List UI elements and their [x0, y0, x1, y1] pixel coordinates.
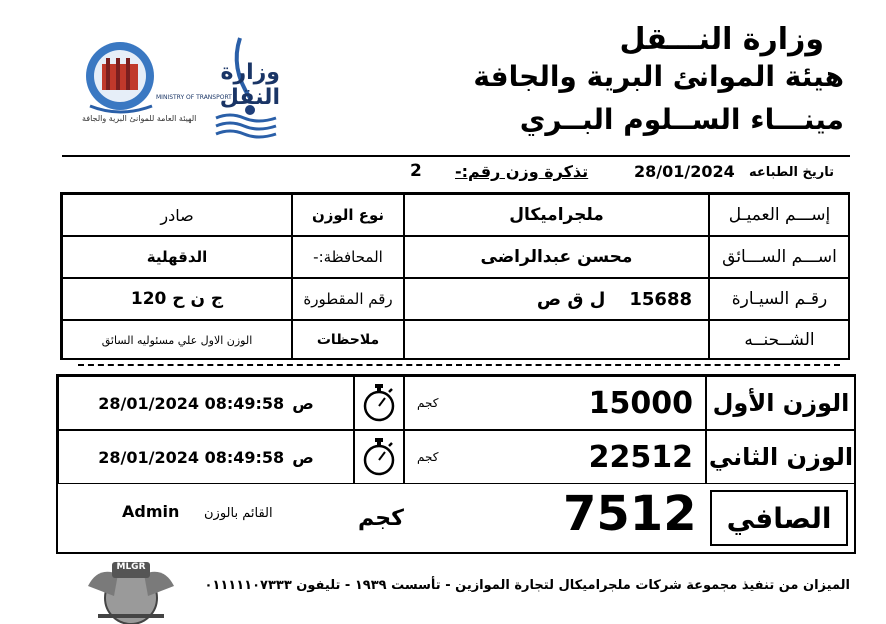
operator-label: القائم بالوزن — [204, 506, 273, 521]
stopwatch-icon — [361, 437, 397, 477]
logo-subtitle: الهيئة العامة للموانئ البرية والجافة — [82, 114, 197, 123]
net-unit: كجم — [358, 506, 404, 531]
weight-type-value: صادر — [62, 194, 292, 236]
car-number: 15688 — [629, 288, 692, 310]
driver-value: محسن عبدالراضى — [404, 236, 709, 278]
second-ampm: ص — [292, 447, 314, 467]
trailer-value: ج ن ح 120 — [62, 278, 292, 320]
operator-value: Admin — [122, 502, 180, 521]
header-divider — [62, 155, 850, 157]
first-time: 28/01/2024 08:49:58 — [98, 393, 285, 413]
governorate-value: الدقهلية — [62, 236, 292, 278]
ministry-title: وزارة النـــقل — [619, 22, 824, 57]
info-table — [60, 192, 850, 360]
second-time-cell — [58, 430, 354, 484]
cargo-value — [404, 320, 709, 360]
first-stopwatch-cell — [354, 376, 404, 430]
first-time-cell — [58, 376, 354, 430]
client-value: ملجراميكال — [404, 194, 709, 236]
car-label: رقـم السيـارة — [709, 278, 850, 320]
second-weight-cell — [404, 430, 706, 484]
car-letters: ل ق ص — [536, 288, 606, 310]
driver-label: اســـم الســـائق — [709, 236, 850, 278]
second-stopwatch-cell — [354, 430, 404, 484]
net-label: الصافي — [710, 490, 848, 546]
ministry-of-transport-logo — [80, 28, 280, 143]
governorate-label: المحافظة:- — [292, 236, 404, 278]
notes-label: ملاحظات — [292, 320, 404, 360]
port-title: مينـــاء الســلوم البــري — [519, 103, 844, 136]
weight-type-label: نوع الوزن — [292, 194, 404, 236]
notes-value: الوزن الاول علي مسئوليه السائق — [62, 320, 292, 360]
first-ampm: ص — [292, 393, 314, 413]
logo-ar-name: وزارة النقل — [219, 60, 280, 110]
weights-box — [56, 374, 856, 554]
stopwatch-icon — [361, 383, 397, 423]
trailer-label: رقم المقطورة — [292, 278, 404, 320]
second-weight-label: الوزن الثاني — [706, 430, 856, 484]
logo-en-name: MINISTRY OF TRANSPORT — [156, 94, 232, 101]
ticket-label: تذكرة وزن رقم:- — [455, 162, 589, 181]
first-weight-unit: كجم — [417, 396, 439, 410]
ticket-number: 2 — [410, 161, 422, 181]
company-emblem — [78, 556, 184, 624]
footer-text: الميزان من تنفيذ مجموعة شركات ملجراميكال لتجارة الموازين - تأسست ١٩٣٩ - تليفون ٠١١١١١٠٧٣٣٣ — [204, 578, 850, 593]
net-value: 7512 — [563, 486, 697, 542]
print-date-label: تاريخ الطباعه — [749, 165, 834, 180]
second-weight-unit: كجم — [417, 450, 439, 464]
emblem-text: MLGR — [116, 562, 146, 572]
client-label: إســـم العميـل — [709, 194, 850, 236]
cargo-label: الشــحنــه — [709, 320, 850, 360]
authority-title: هيئة الموانئ البرية والجافة — [473, 60, 844, 93]
first-weight-label: الوزن الأول — [706, 376, 856, 430]
print-date: 28/01/2024 — [634, 162, 735, 181]
first-weight-cell — [404, 376, 706, 430]
dashed-separator — [78, 364, 840, 366]
first-weight-value: 15000 — [588, 385, 693, 421]
second-weight-value: 22512 — [588, 439, 693, 475]
car-number-cell — [404, 278, 709, 320]
second-time: 28/01/2024 08:49:58 — [98, 447, 285, 467]
